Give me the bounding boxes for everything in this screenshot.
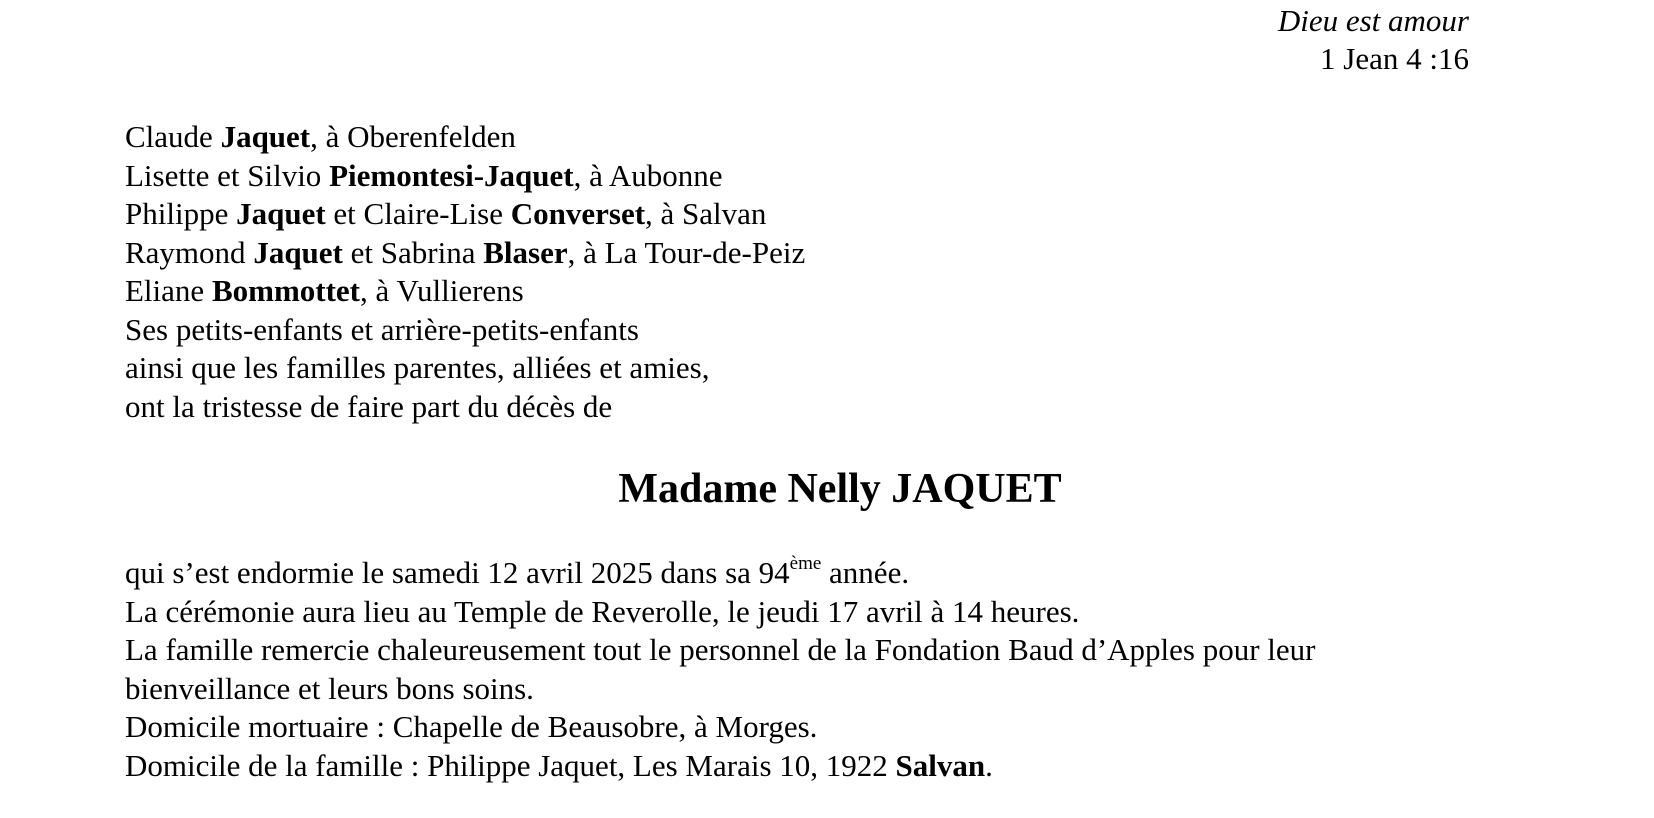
family-line [125,311,805,350]
family-text: , à Aubonne [573,157,723,193]
family-text: Lisette et Silvio [125,157,330,193]
family-text: , à La Tour-de-Peiz [567,234,806,270]
family-line [125,349,805,388]
family-surname: Jaquet [253,234,343,270]
deceased-name: Madame Nelly JAQUET [618,466,1062,512]
family-line [125,388,805,427]
family-surname: Piemontesi-Jaquet [329,157,574,193]
family-text: Raymond [125,234,254,270]
family-text: Philippe [125,196,237,231]
family-text: et Claire-Lise [325,196,511,231]
family-surname: Jaquet [220,119,311,154]
family-line [125,118,805,157]
family-surname: Jaquet [236,196,326,231]
passing-text: qui s’est endormie le samedi 12 avril 2025 dans sa 94 [125,555,790,590]
epigraph-reference: 1 Jean 4 :16 [1320,41,1469,76]
epigraph [1278,2,1469,78]
family-address-town: Salvan [895,747,986,783]
thanks-line: La famille remercie chaleureusement tout le personnel de la Fondation Baud d’Apples pour leur [125,632,1316,667]
family-line [125,157,805,196]
family-text: , à Oberenfelden [310,119,516,154]
family-address-text: Domicile de la famille : Philippe Jaquet, Les Marais 10, 1922 [125,747,896,783]
passing-text-end: année. [821,555,910,590]
epigraph-verse: Dieu est amour [1277,3,1469,38]
family-text: Claude [125,119,221,154]
family-text: ainsi que les familles parentes, alliées et amies, [125,350,710,385]
family-address [125,747,1316,786]
family-text: ont la tristesse de faire part du décès de [125,388,613,424]
family-text: Ses petits-enfants et arrière-petits-enfants [125,311,639,347]
family-surname: Bommottet [211,273,360,308]
ceremony-line: La cérémonie aura lieu au Temple de Reverolle, le jeudi 17 avril à 14 heures. [125,593,1080,629]
family-address-end: . [985,747,993,783]
thanks-line-continued: bienveillance et leurs bons soins. [125,670,534,706]
mortuary-address: Domicile mortuaire : Chapelle de Beausobre, à Morges. [125,709,818,744]
family-text: , à Vullierens [360,273,524,308]
announcement-details [125,554,1316,785]
family-text: et Sabrina [342,234,484,270]
family-list [125,118,805,426]
ordinal-suffix: ème [789,553,822,574]
family-text: , à Salvan [645,196,767,231]
family-line [125,234,805,273]
family-line [125,195,805,234]
family-line [125,272,805,311]
passing-line [125,554,1316,593]
family-surname: Converset [510,196,646,231]
family-surname: Blaser [483,234,568,270]
family-text: Eliane [125,273,212,308]
